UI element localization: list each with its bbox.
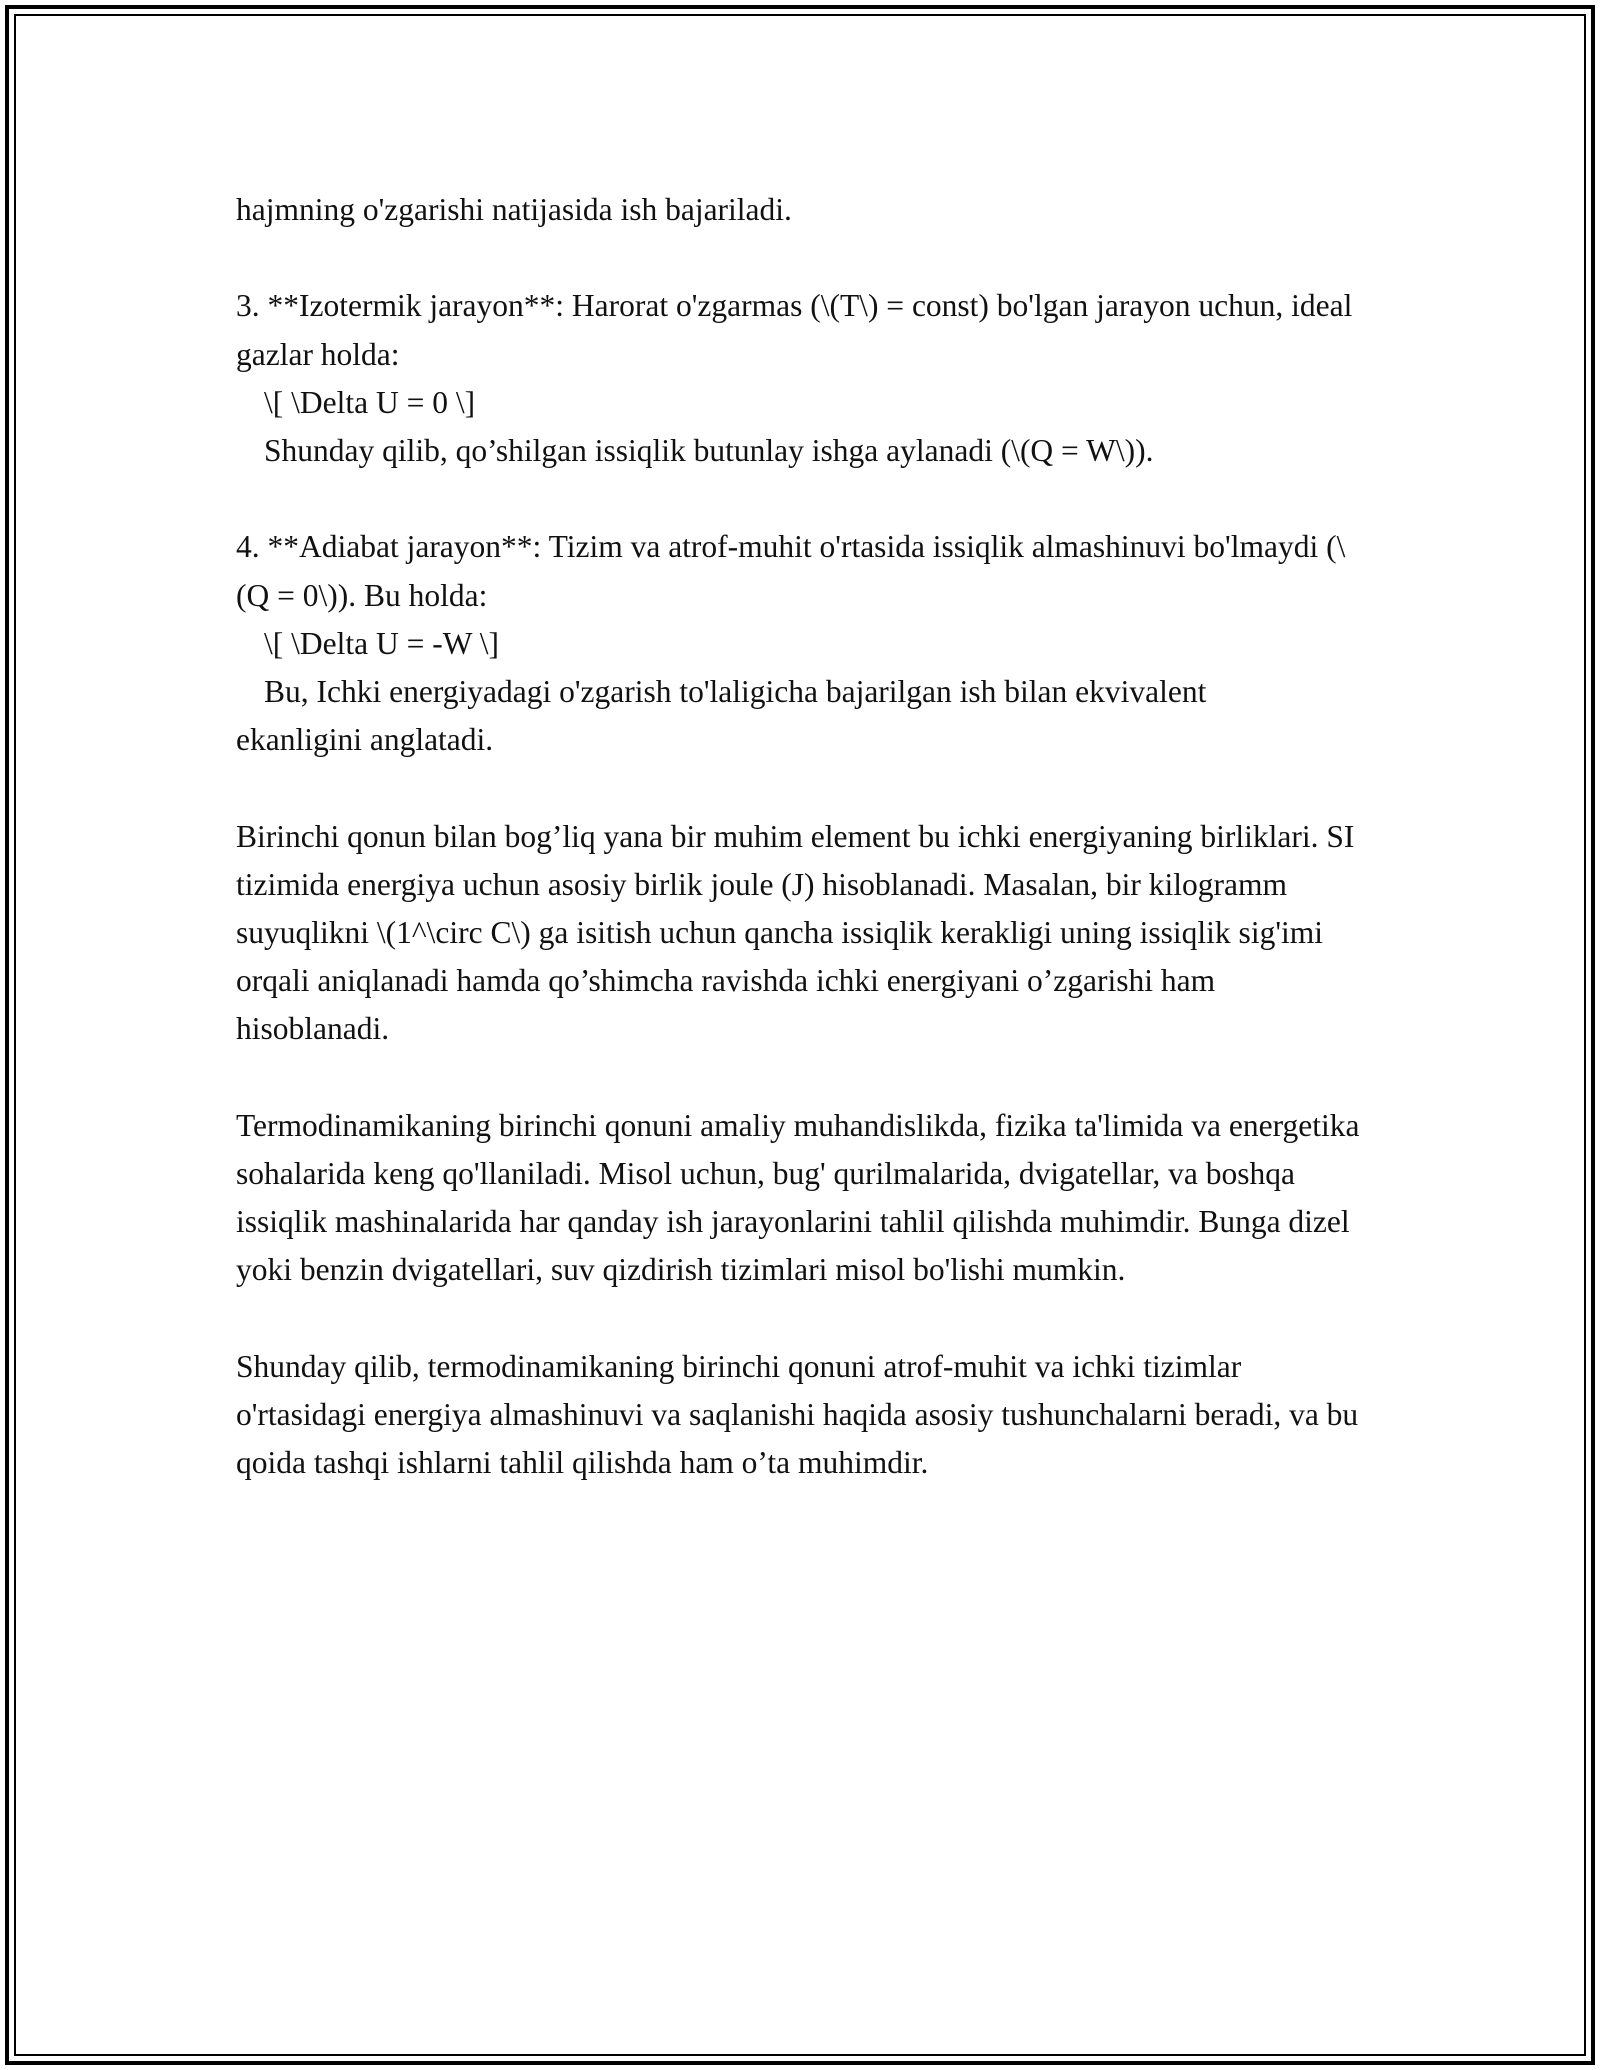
paragraph-spacer	[236, 1295, 1371, 1343]
formula-adiabatic: \[ \Delta U = -W \]	[264, 625, 499, 661]
paragraph-spacer	[236, 475, 1371, 523]
paragraph-spacer	[236, 1054, 1371, 1102]
paragraph-conclusion: Shunday qilib, termodinamikaning birinchi qonuni atrof-muhit va ichki tizimlar o'rtasidagi energiya almashinuvi va saqlanishi haqida asosiy tushunchalarni beradi, va bu qoida tashqi ishlarni tahlil qilishda ham o’ta muhimdir.	[236, 1348, 1367, 1481]
document-body	[236, 186, 1371, 1487]
paragraph-spacer	[236, 764, 1371, 812]
note-isothermal: Shunday qilib, qo’shilgan issiqlik butunlay ishga aylanadi (\(Q = W\)).	[264, 433, 1154, 468]
note-adiabatic-line1: Bu, Ichki energiyadagi o'zgarish to'laligicha bajarilgan ish bilan ekvivalent	[264, 674, 1207, 709]
paragraph-continuation: hajmning o'zgarishi natijasida ish bajariladi.	[236, 192, 792, 227]
paragraph-applications: Termodinamikaning birinchi qonuni amaliy muhandislikda, fizika ta'limida va energetika sohalarida keng qo'llaniladi. Misol uchun, bug' qurilmalarida, dvigatellar, va boshqa issiqlik mashinalarida har qanday ish jarayonlarini tahlil qilishda muhimdir. Bunga dizel yoki benzin dvigatellari, suv qizdirish tizimlari misol bo'lishi mumkin.	[236, 1107, 1368, 1288]
paragraph-isothermal: 3. **Izotermik jarayon**: Harorat o'zgarmas (\(T\) = const) bo'lgan jarayon uchun, ideal gazlar holda:	[236, 288, 1361, 372]
paragraph-adiabatic: 4. **Adiabat jarayon**: Tizim va atrof-muhit o'rtasida issiqlik almashinuvi bo'lmaydi (\(Q = 0\)). Bu holda:	[236, 529, 1346, 613]
note-adiabatic-line2: ekanligini anglatadi.	[236, 722, 494, 758]
formula-isothermal: \[ \Delta U = 0 \]	[264, 384, 476, 420]
paragraph-spacer	[236, 234, 1371, 282]
paragraph-units: Birinchi qonun bilan bog’liq yana bir muhim element bu ichki energiyaning birliklari. SI tizimida energiya uchun asosiy birlik joule (J) hisoblanadi. Masalan, bir kilogramm suyuqlikni \(1^\circ C\) ga isitish uchun qancha issiqlik kerakligi uning issiqlik sig'imi orqali aniqlanadi hamda qo’shimcha ravishda ichki energiyani o’zgarishi ham hisoblanadi.	[236, 818, 1363, 1047]
